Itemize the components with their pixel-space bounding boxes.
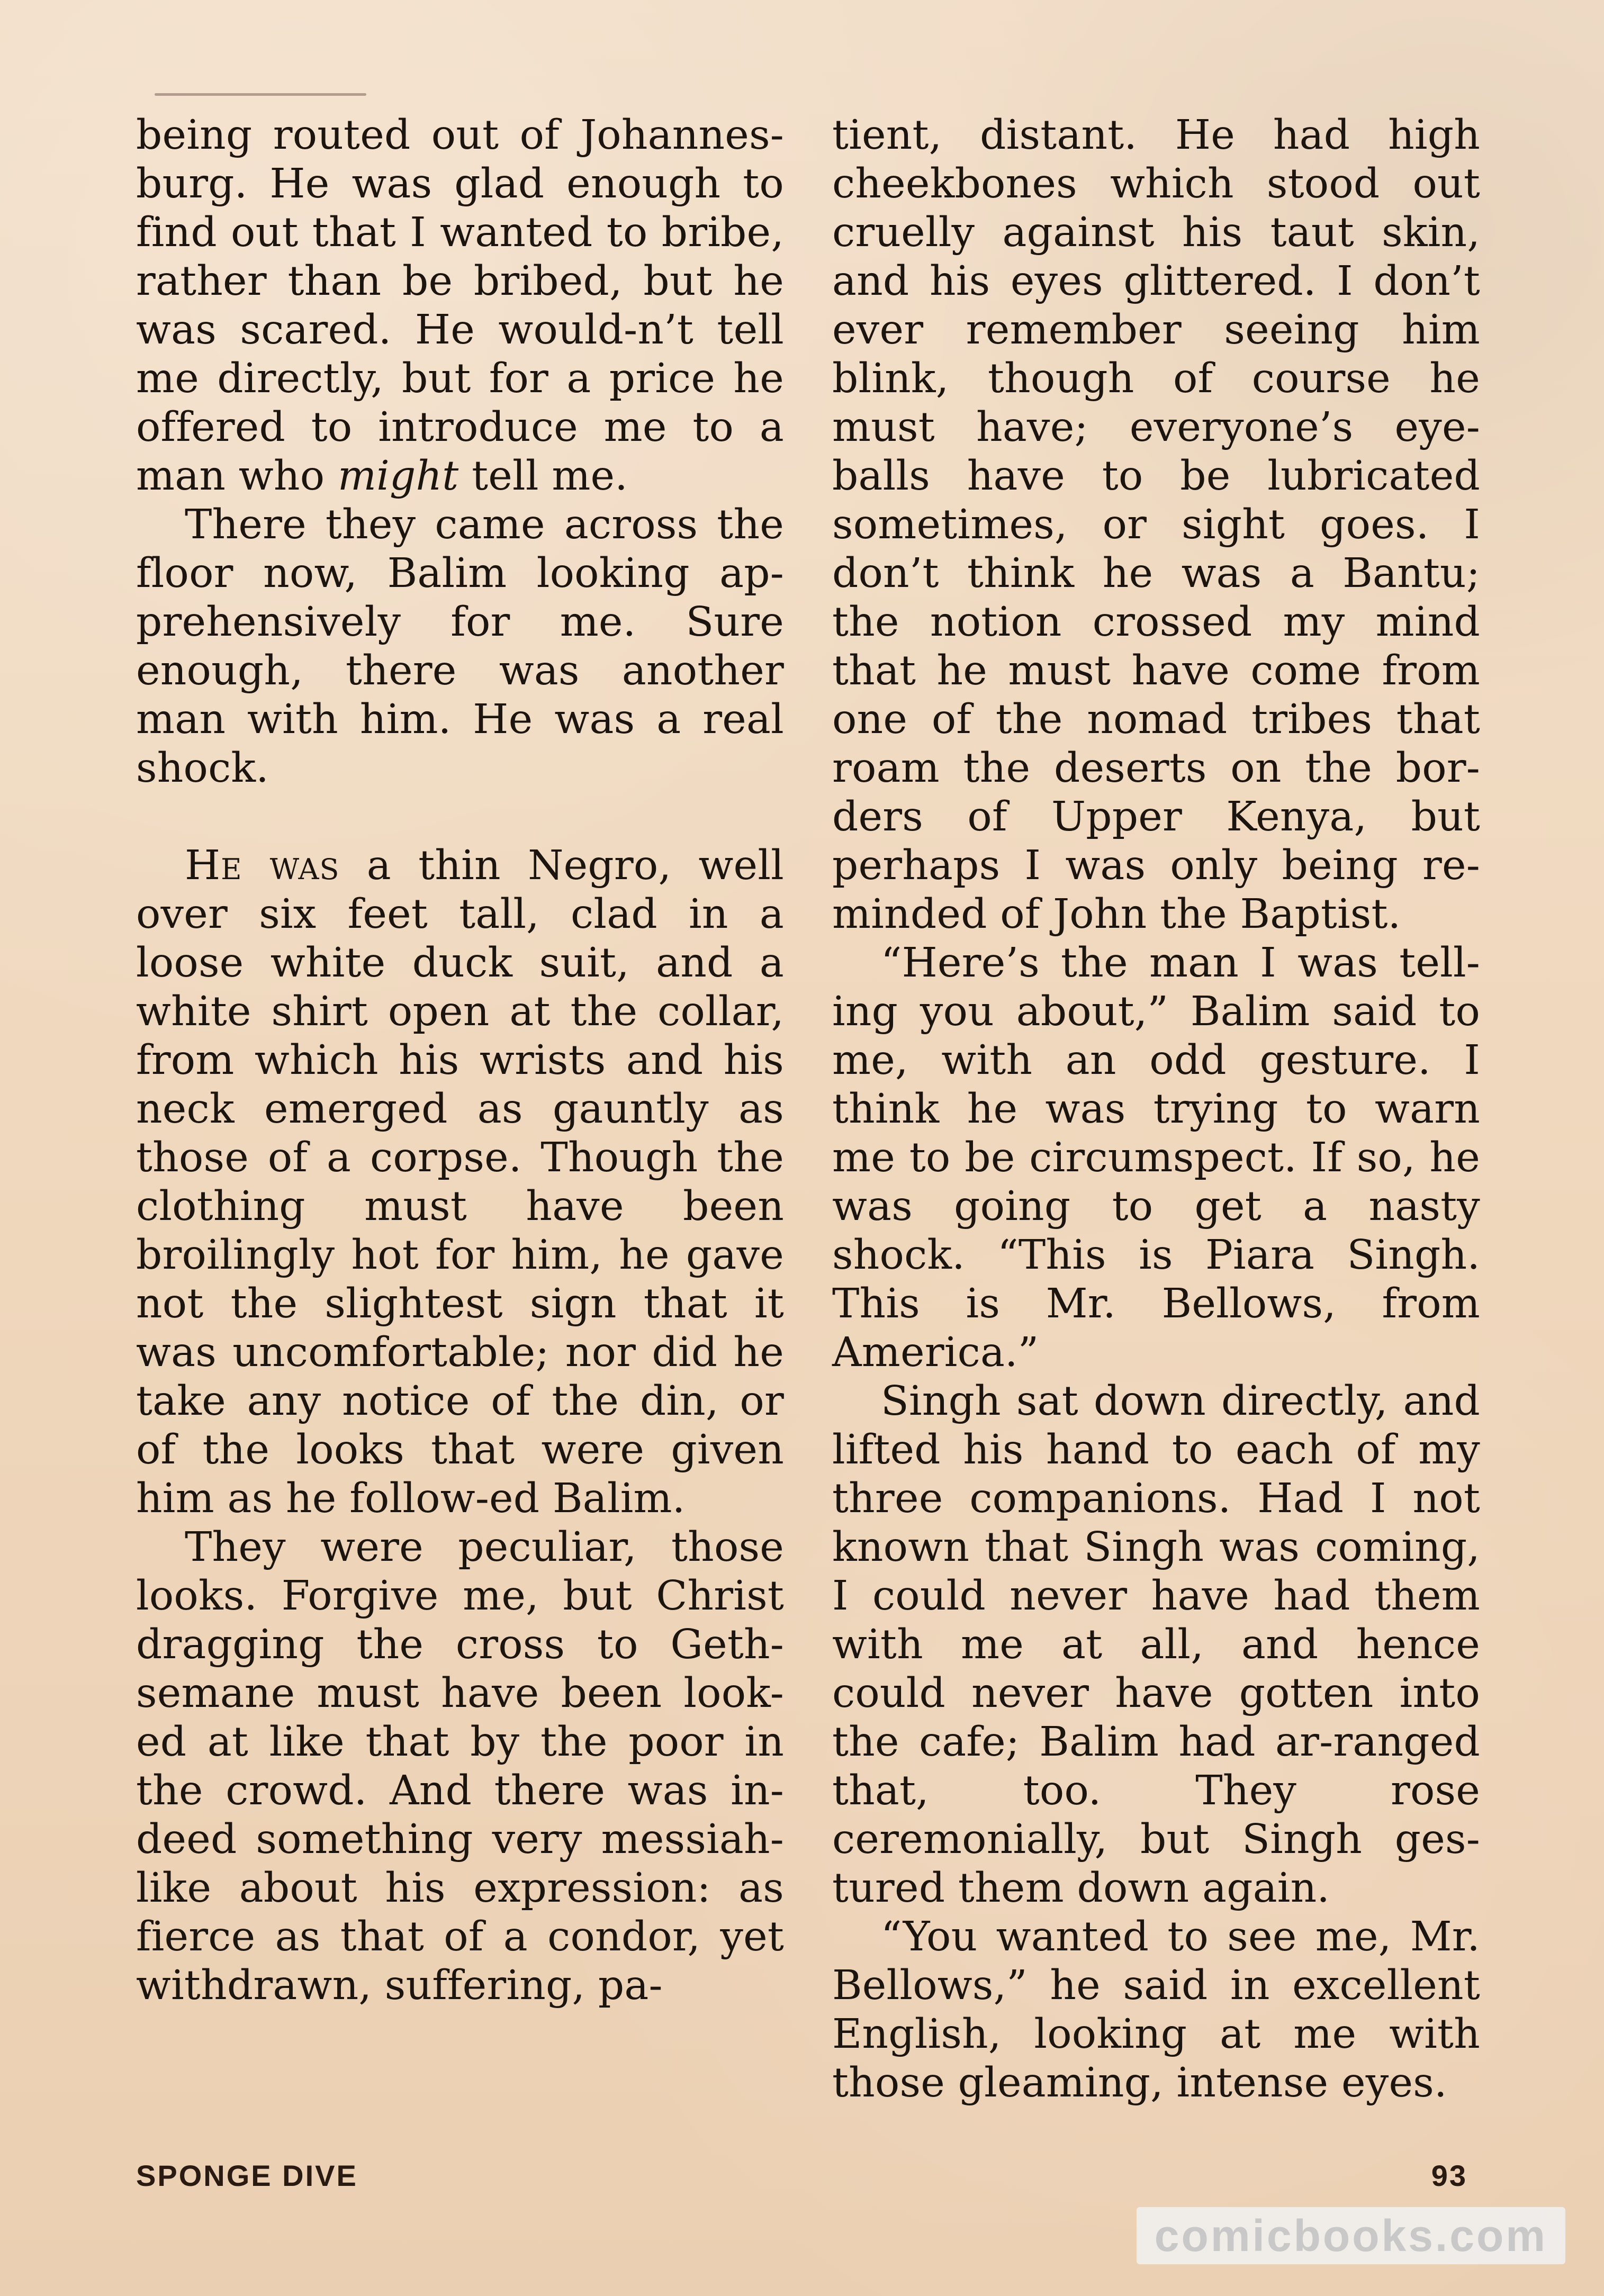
left-paragraph-1-text: being routed out of Johannes-burg. He was glad enough to find out that I wanted to bribe, rather than be bribed, but he was scared. He would-n’t tell me directly, but for a price he offered to introduce me to a man who <box>136 112 784 500</box>
right-paragraph-3: Singh sat down directly, and lifted his hand to each of my three companions. Had I not known that Singh was coming, I could never have had them with me at all, and hence could never have gotten into the cafe; Balim had ar-ranged that, too. They rose ceremonially, but Singh ges-tured them down again. <box>832 1378 1480 1912</box>
right-paragraph-1: tient, distant. He had high cheekbones which stood out cruelly against his taut skin, and his eyes glittered. I don’t ever remember seeing him blink, though of course he must have; everyone’s eye-balls have to be lubricated sometimes, or sight goes. I don’t think he was a Bantu; the notion crossed my mind that he must have come from one of the nomad tribes that roam the deserts on the bor-ders of Upper Kenya, but perhaps I was only being re-minded of John the Baptist. <box>832 112 1480 938</box>
right-paragraph-4: “You wanted to see me, Mr. Bellows,” he said in excellent English, looking at me with those gleaming, intense eyes. <box>832 1913 1480 2107</box>
left-paragraph-3 <box>136 842 784 1523</box>
left-column <box>136 111 784 2010</box>
left-paragraph-3-text: a thin Negro, well over six feet tall, clad in a loose white duck suit, and a white shirt open at the collar, from which his wrists and his neck emerged as gauntly as those of a corpse. Though the clothing must have been broilingly hot for him, he gave not the slightest sign that it was uncomfortable; nor did he take any notice of the din, or of the looks that were given him as he follow-ed Balim. <box>136 842 784 1522</box>
left-paragraph-4: They were peculiar, those looks. Forgive me, but Christ dragging the cross to Geth-semane must have been look-ed at like that by the poor in the crowd. And there was in-deed something very messiah-like about his expression: as fierce as that of a condor, yet withdrawn, suffering, pa- <box>136 1524 784 2009</box>
left-paragraph-3-lead: He was <box>185 842 340 889</box>
top-rule <box>155 93 366 96</box>
left-paragraph-1-italic: might <box>337 453 459 500</box>
left-paragraph-1-tail: tell me. <box>458 453 628 500</box>
watermark: comicbooks.com <box>1137 2207 1565 2264</box>
footer-title: SPONGE DIVE <box>136 2159 358 2192</box>
left-paragraph-2: There they came across the floor now, Balim looking ap-prehensively for me. Sure enough, there was another man with him. He was a real shock. <box>136 501 784 792</box>
right-paragraph-2: “Here’s the man I was tell-ing you about,” Balim said to me, with an odd gesture. I think he was trying to warn me to be circumspect. If so, he was going to get a nasty shock. “This is Piara Singh. This is Mr. Bellows, from America.” <box>832 939 1480 1376</box>
page-number: 93 <box>1431 2159 1467 2192</box>
left-paragraph-1 <box>136 111 784 501</box>
right-column <box>832 111 1480 2108</box>
